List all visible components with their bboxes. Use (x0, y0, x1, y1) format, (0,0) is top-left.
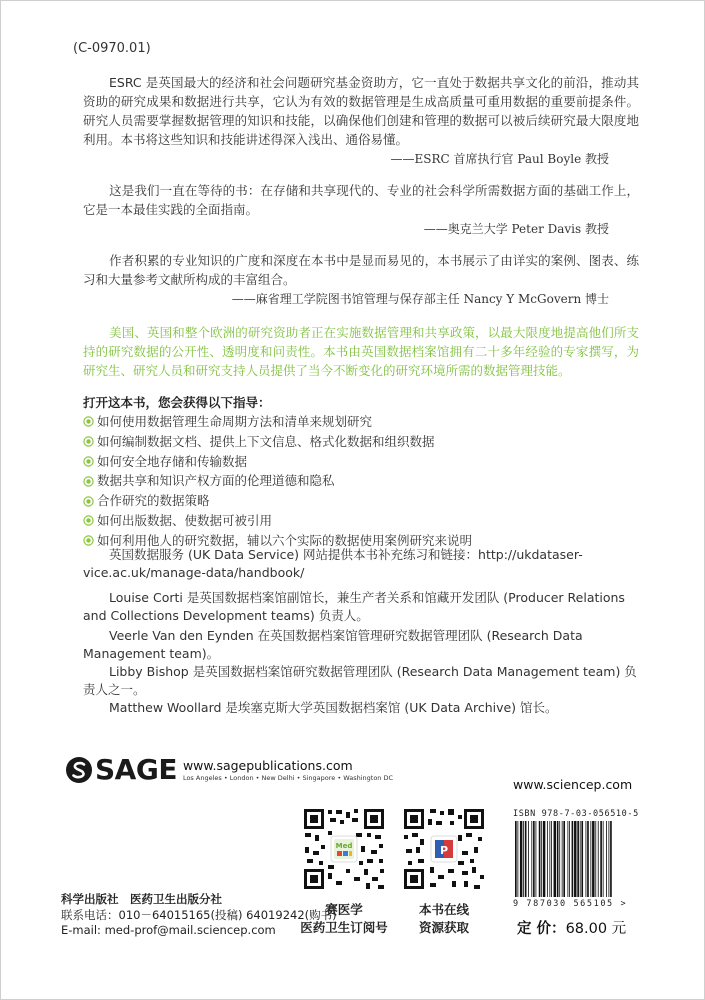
barcode-bar (586, 821, 587, 897)
barcode-bar (608, 821, 609, 897)
publisher-phone: 联系电话：010－64015165(投稿) 64019242(购书) (61, 907, 337, 922)
barcode-bar (554, 821, 556, 897)
barcode-bar (587, 821, 589, 897)
endorsement-2-attribution: ——奥克兰大学 Peter Davis 教授 (423, 222, 609, 236)
barcode-bar (569, 821, 570, 897)
flower-bullet-icon (83, 476, 94, 487)
flower-bullet-icon (83, 456, 94, 467)
barcode-bar (525, 821, 527, 897)
qr-code-icon (401, 806, 487, 892)
book-code: (C-0970.01) (73, 41, 151, 56)
sage-logo (65, 753, 177, 786)
qr-code-icon (301, 806, 387, 892)
barcode-bar (598, 821, 599, 897)
barcode-bar (517, 821, 518, 897)
author-woollard: Matthew Woollard 是埃塞克斯大学英国数据档案馆 (UK Data Archive) 馆长。 (109, 700, 558, 715)
barcode-bar (551, 821, 552, 897)
list-item: 如何安全地存储和传输数据 (83, 452, 472, 472)
flower-bullet-icon (83, 535, 94, 546)
list-item: 数据共享和知识产权方面的伦理道德和隐私 (83, 471, 472, 491)
list-item: 如何出版数据、使数据可被引用 (83, 511, 472, 531)
barcode-bar (563, 821, 565, 897)
barcode-bar (559, 821, 560, 897)
flower-bullet-icon (83, 436, 94, 447)
endorsement-1-attribution: ——ESRC 首席执行官 Paul Boyle 教授 (390, 152, 609, 166)
service-note-line-2: vice.ac.uk/manage-data/handbook/ (83, 565, 305, 580)
sciencep-url[interactable]: www.sciencep.com (513, 777, 633, 792)
barcode-bar (562, 821, 563, 897)
flower-bullet-icon (83, 496, 94, 507)
barcode-bar (606, 821, 607, 897)
barcode-bar (536, 821, 537, 897)
list-item: 如何编制数据文档、提供上下文信息、格式化数据和组织数据 (83, 432, 472, 452)
barcode-bar (577, 821, 579, 897)
barcode-bar (541, 821, 542, 897)
barcode-bar (603, 821, 604, 897)
sage-wordmark: SAGE (95, 753, 177, 786)
publisher-info (61, 892, 337, 939)
barcode-bar (557, 821, 559, 897)
barcode-bar (572, 821, 574, 897)
author-bishop: Libby Bishop 是英国数据档案馆研究数据管理团队 (Research Data Management team) 负 责人之一。 (83, 664, 637, 697)
barcode-bar (581, 821, 583, 897)
barcode-bar (610, 821, 612, 897)
author-corti: Louise Corti 是英国数据档案馆副馆长，兼生产者关系和馆藏开发团队 (Producer Relations and Collections Development teams) 负责人。 (83, 590, 625, 623)
sage-logo-block (65, 753, 393, 786)
qr-code-online-resources (401, 806, 487, 892)
isbn-digits: 9 787030 565105 > (513, 899, 628, 909)
qr-1-center-label: Med (335, 842, 353, 850)
barcode-bar (549, 821, 550, 897)
barcode-bar (592, 821, 594, 897)
barcode-bar (520, 821, 522, 897)
sage-emblem-icon (65, 756, 93, 784)
list-item: 合作研究的数据策略 (83, 491, 472, 511)
author-van-den-eynden: Veerle Van den Eynden 在英国数据档案馆管理研究数据管理团队 (Research Data Management team)。 (83, 628, 583, 661)
barcode-bar (543, 821, 545, 897)
qr-caption-smedicine: 赛医学 医药卫生订阅号 (300, 902, 388, 935)
barcode-bar (580, 821, 581, 897)
barcode-bar (533, 821, 535, 897)
qr-caption-online-resources: 本书在线 资源获取 (418, 902, 469, 935)
barcode-bar (595, 821, 596, 897)
price-label: 定 价： (517, 921, 566, 937)
summary-text: 美国、英国和整个欧洲的研究资助者正在实施数据管理和共享政策，以最大限度地提高他们所支持的研究数据的公开性、透明度和问责性。本书由英国数据档案馆拥有二十多年经验的专家撰写，为研究生、研究人员和研究支持人员提供了当今不断变化的研究环境所需的数据管理技能。 (83, 325, 639, 378)
barcode-bar (567, 821, 568, 897)
barcode-bar (528, 821, 529, 897)
qr-2-center-label: P (439, 844, 449, 857)
flower-bullet-icon (83, 416, 94, 427)
guide-title: 打开这本书，您会获得以下指导： (83, 395, 271, 410)
barcode-bar (515, 821, 517, 897)
qr-code-smedicine (301, 806, 387, 892)
endorsement-2-text: 这是我们一直在等待的书：在存储和共享现代的、专业的社会科学所需数据方面的基础工作上，它是一本最佳实践的全面指南。 (83, 183, 639, 217)
publisher-name: 科学出版社 医药卫生出版分社 (61, 892, 222, 906)
list-item: 如何利用他人的研究数据，辅以六个实际的数据使用案例研究来说明 (83, 531, 472, 551)
price (517, 917, 626, 938)
list-item: 如何使用数据管理生命周期方法和清单来规划研究 (83, 412, 472, 432)
barcode-bar (574, 821, 576, 897)
guide-list (83, 412, 472, 551)
flower-bullet-icon (83, 515, 94, 526)
endorsement-1-text: ESRC 是英国最大的经济和社会问题研究基金资助方，它一直处于数据共享文化的前沿，推动其资助的研究成果和数据进行共享，它认为有效的数据管理是生成高质量可重用数据的重要前提条件。研究人员需要掌握数据管理的知识和技能，以确保他们创建和管理的数据可以被后续研究最大限度地利用。本书将这些知识和技能讲述得深入浅出、通俗易懂。 (83, 75, 639, 147)
sage-cities: Los Angeles • London • New Delhi • Singapore • Washington DC (182, 773, 394, 782)
barcode-bar (590, 821, 591, 897)
endorsement-3-text: 作者积累的专业知识的广度和深度在本书中是显而易见的，本书展示了由详实的案例、图表、练习和大量参考文献所构成的丰富组合。 (83, 253, 639, 287)
barcode-bar (547, 821, 548, 897)
sage-url[interactable]: www.sagepublications.com (182, 757, 353, 773)
barcode-bar (600, 821, 602, 897)
isbn-text: ISBN 978-7-03-056510-5 (513, 809, 639, 819)
barcode-bar (539, 821, 541, 897)
publisher-email[interactable]: E-mail: med-prof@mail.sciencep.com (61, 923, 276, 937)
isbn-barcode (513, 821, 641, 897)
endorsement-3-attribution: ——麻省理工学院图书馆管理与保存部主任 Nancy Y McGovern 博士 (231, 292, 609, 306)
service-note (83, 546, 641, 582)
service-note-line-1: 英国数据服务 (UK Data Service) 网站提供本书补充练习和链接：http://ukdataser- (109, 547, 583, 562)
price-value: 68.00 元 (565, 921, 627, 937)
barcode-bar (531, 821, 532, 897)
barcode-bar (523, 821, 524, 897)
